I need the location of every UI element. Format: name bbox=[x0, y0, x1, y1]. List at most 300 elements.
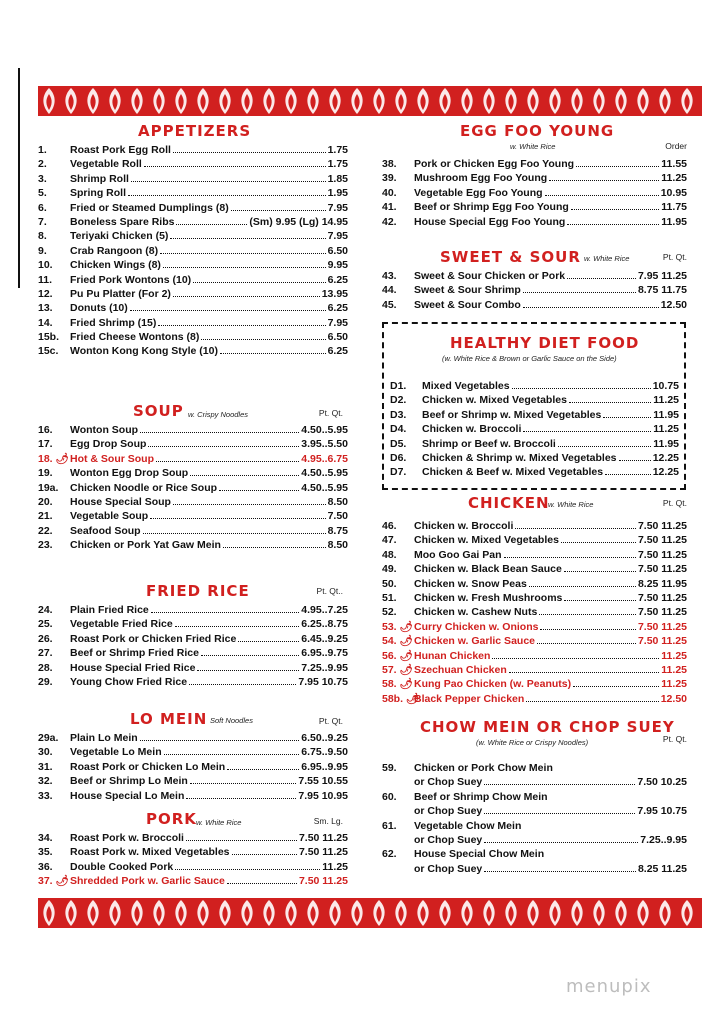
item-price: 1.75 bbox=[327, 158, 348, 171]
item-price: 11.55 bbox=[661, 158, 687, 170]
menu-item bbox=[38, 773, 348, 787]
dot-leader bbox=[151, 602, 300, 613]
item-price: 11.25 bbox=[322, 860, 348, 873]
item-price: 7.50 10.25 bbox=[637, 776, 687, 789]
item-price: 11.95 bbox=[653, 408, 679, 421]
menu-item bbox=[38, 508, 348, 522]
dot-leader bbox=[144, 156, 326, 167]
menu-item bbox=[38, 171, 348, 185]
dot-leader bbox=[232, 844, 297, 855]
item-price: 7.55 10.55 bbox=[298, 775, 348, 788]
menu-item bbox=[382, 803, 687, 817]
price-columns-label: Pt. Qt. bbox=[662, 252, 687, 262]
item-number: 14. bbox=[38, 316, 53, 329]
section-subtitle: (w. White Rice or Crispy Noodles) bbox=[476, 738, 589, 747]
dot-leader bbox=[190, 465, 299, 476]
item-number: 39. bbox=[382, 172, 397, 185]
price-columns-label: Pt. Qt. bbox=[318, 408, 343, 418]
menu-item bbox=[382, 170, 687, 184]
menu-item bbox=[382, 619, 687, 633]
menu-item bbox=[382, 832, 687, 846]
item-name: Mixed Vegetables bbox=[422, 380, 510, 392]
dot-leader bbox=[227, 759, 299, 770]
menu-item bbox=[382, 861, 687, 875]
dot-leader bbox=[509, 662, 660, 673]
menu-item bbox=[38, 759, 348, 773]
dot-leader bbox=[537, 633, 636, 644]
section-title: FRIED RICE bbox=[146, 582, 250, 600]
section-subtitle: w. White Rice bbox=[510, 142, 556, 151]
healthy-diet-header bbox=[382, 322, 687, 378]
item-number: 30. bbox=[38, 746, 53, 759]
item-number: 60. bbox=[382, 790, 397, 803]
item-name: Chicken w. Mixed Vegetables bbox=[414, 534, 559, 547]
item-number: 45. bbox=[382, 298, 397, 311]
chow-mein-header bbox=[382, 718, 687, 760]
menu-item bbox=[382, 604, 687, 618]
item-number: 57. 🌶 bbox=[382, 663, 413, 676]
pork-header bbox=[38, 810, 348, 830]
item-name: Chicken w. Fresh Mushrooms bbox=[414, 591, 563, 604]
dot-leader bbox=[130, 300, 326, 311]
section-subtitle: w. White Rice bbox=[584, 254, 630, 263]
item-name: Plain Fried Rice bbox=[70, 604, 149, 616]
item-number: 19. bbox=[38, 467, 53, 480]
menu-item bbox=[382, 662, 687, 676]
menu-item bbox=[382, 676, 687, 690]
menu-item bbox=[38, 744, 348, 758]
item-name: Young Chow Fried Rice bbox=[70, 675, 188, 688]
dot-leader bbox=[201, 645, 299, 656]
item-number: 41. bbox=[382, 201, 397, 214]
item-price: (Sm) 9.95 (Lg) 14.95 bbox=[249, 215, 348, 228]
item-price: 9.95 bbox=[327, 259, 348, 272]
dot-leader bbox=[227, 873, 297, 884]
section-title: EGG FOO YOUNG bbox=[460, 122, 615, 140]
menu-item bbox=[382, 648, 687, 662]
appetizers-list bbox=[38, 142, 348, 358]
item-number: 3. bbox=[38, 172, 47, 185]
section-title: APPETIZERS bbox=[138, 122, 252, 140]
menu-item bbox=[38, 523, 348, 537]
dot-leader bbox=[564, 590, 636, 601]
item-price: 6.75..9.50 bbox=[301, 746, 348, 759]
item-price: 7.50 11.25 bbox=[637, 534, 687, 547]
sweet-sour-header bbox=[382, 248, 687, 268]
item-price: 7.50 11.25 bbox=[298, 832, 348, 844]
dot-leader bbox=[148, 436, 299, 447]
dot-leader bbox=[164, 744, 300, 755]
item-name: Vegetable Soup bbox=[70, 510, 149, 523]
item-number: 6. bbox=[38, 201, 47, 214]
dot-leader bbox=[571, 199, 660, 210]
item-name: or Chop Suey bbox=[414, 833, 483, 846]
item-number: 22. bbox=[38, 524, 53, 537]
item-price: 4.50..5.95 bbox=[301, 481, 348, 494]
item-number: 21. bbox=[38, 510, 53, 523]
dot-leader bbox=[238, 631, 299, 642]
item-name: or Chop Suey bbox=[414, 862, 483, 875]
fried-rice-list bbox=[38, 602, 348, 688]
dot-leader bbox=[170, 228, 325, 239]
dot-leader bbox=[529, 576, 636, 587]
menu-item bbox=[38, 844, 348, 858]
item-number: 18. 🌶 bbox=[38, 452, 69, 465]
menu-item bbox=[382, 590, 687, 604]
item-name: Roast Pork w. Mixed Vegetables bbox=[70, 846, 230, 859]
item-name: Curry Chicken w. Onions bbox=[414, 620, 539, 633]
item-name: House Special Soup bbox=[70, 495, 171, 508]
item-number: 11. bbox=[38, 273, 53, 286]
dot-leader bbox=[173, 142, 326, 153]
item-name: Donuts (10) bbox=[70, 302, 128, 315]
item-name: Sweet & Sour Chicken or Pork bbox=[414, 270, 566, 282]
item-number: D2. bbox=[390, 394, 407, 407]
item-name: Chicken w. Cashew Nuts bbox=[414, 606, 538, 619]
dot-leader bbox=[567, 214, 659, 225]
right-menu-column bbox=[382, 122, 687, 878]
dot-leader bbox=[545, 185, 659, 196]
chicken-header bbox=[382, 494, 687, 518]
item-number: 9. bbox=[38, 244, 47, 257]
item-price: 7.50 11.25 bbox=[637, 606, 687, 619]
item-name: Mushroom Egg Foo Young bbox=[414, 172, 548, 185]
item-name: Chicken & Beef w. Mixed Vegetables bbox=[422, 466, 604, 479]
item-name: Fried Shrimp (15) bbox=[70, 316, 157, 329]
item-price: 6.95..9.95 bbox=[301, 760, 348, 773]
dot-leader bbox=[539, 604, 636, 615]
item-number: 33. bbox=[38, 789, 53, 802]
item-price: 7.95 11.25 bbox=[637, 270, 687, 282]
dot-leader bbox=[540, 619, 635, 630]
item-number: 25. bbox=[38, 618, 53, 631]
item-price: 11.75 bbox=[661, 201, 687, 214]
item-number: 15b. bbox=[38, 331, 60, 344]
appetizers-header bbox=[38, 122, 348, 142]
menu-item bbox=[38, 645, 348, 659]
dot-leader bbox=[567, 268, 636, 279]
dot-leader bbox=[231, 200, 326, 211]
item-price: 6.25..8.75 bbox=[301, 618, 348, 631]
dot-leader bbox=[515, 518, 636, 529]
item-number: 43. bbox=[382, 270, 397, 282]
section-subtitle: w. White Rice bbox=[548, 500, 594, 509]
item-price: 7.25..9.95 bbox=[640, 833, 687, 846]
item-price: 6.25 bbox=[327, 345, 348, 358]
menu-item bbox=[38, 788, 348, 802]
item-name: Wonton Kong Kong Style (10) bbox=[70, 345, 218, 358]
section-subtitle: Soft Noodles bbox=[210, 716, 253, 725]
flame-pattern-icon bbox=[38, 86, 702, 116]
item-price: 12.50 bbox=[660, 298, 687, 311]
menu-item bbox=[382, 214, 687, 228]
item-price: 1.85 bbox=[327, 172, 348, 185]
item-name: Roast Pork Egg Roll bbox=[70, 144, 171, 156]
menu-item bbox=[38, 873, 348, 887]
item-price: 10.95 bbox=[660, 186, 687, 199]
item-number: 20. bbox=[38, 495, 53, 508]
item-name: House Special Egg Foo Young bbox=[414, 215, 566, 228]
item-price: 7.50 11.25 bbox=[637, 620, 687, 633]
item-name: Chicken & Shrimp w. Mixed Vegetables bbox=[422, 451, 617, 464]
section-title: SWEET & SOUR bbox=[440, 248, 581, 266]
price-columns-label: Sm. Lg. bbox=[313, 816, 343, 826]
menu-item bbox=[38, 494, 348, 508]
item-price: 11.25 bbox=[661, 172, 687, 185]
menu-item bbox=[382, 185, 687, 199]
item-name: or Chop Suey bbox=[414, 776, 483, 789]
menu-item bbox=[38, 660, 348, 674]
section-title: PORK bbox=[146, 810, 197, 828]
dot-leader bbox=[504, 547, 636, 558]
item-price: 7.95 10.75 bbox=[637, 805, 687, 818]
item-price: 12.25 bbox=[652, 466, 679, 479]
item-name: Roast Pork or Chicken Lo Mein bbox=[70, 760, 226, 773]
dot-leader bbox=[128, 185, 326, 196]
dot-leader bbox=[484, 861, 636, 872]
menu-item bbox=[38, 300, 348, 314]
item-name: Boneless Spare Ribs bbox=[70, 215, 175, 228]
item-number: 58b. 🌶 bbox=[382, 692, 420, 705]
item-number: 32. bbox=[38, 775, 53, 788]
menu-item bbox=[38, 730, 348, 744]
item-name: Fried Pork Wontons (10) bbox=[70, 273, 192, 286]
item-name: Egg Drop Soup bbox=[70, 438, 147, 451]
price-columns-label: Pt. Qt. bbox=[318, 716, 343, 726]
dot-leader bbox=[186, 830, 297, 841]
item-number: 8. bbox=[38, 230, 47, 243]
dot-leader bbox=[561, 532, 636, 543]
dot-leader bbox=[160, 243, 325, 254]
pork-section bbox=[38, 810, 348, 890]
menu-item bbox=[38, 156, 348, 170]
item-price: 11.25 bbox=[661, 663, 687, 676]
item-name: Kung Pao Chicken (w. Peanuts) bbox=[414, 678, 572, 691]
sweet-sour-section bbox=[382, 248, 687, 314]
dot-leader bbox=[143, 523, 326, 534]
menu-item bbox=[38, 200, 348, 214]
item-name: Sweet & Sour Combo bbox=[414, 298, 521, 311]
item-number: 13. bbox=[38, 302, 53, 315]
item-price: 1.75 bbox=[327, 144, 348, 156]
item-price: 6.50 bbox=[327, 244, 348, 257]
item-price: 6.50 bbox=[327, 331, 348, 344]
item-number: 36. bbox=[38, 860, 53, 873]
item-price: 11.95 bbox=[661, 215, 687, 228]
menu-item bbox=[382, 199, 687, 213]
menu-item bbox=[382, 156, 687, 170]
decorative-border-bottom bbox=[38, 898, 702, 928]
item-price: 11.25 bbox=[653, 394, 679, 407]
dot-leader bbox=[193, 272, 325, 283]
lo-mein-header bbox=[38, 710, 348, 730]
fried-rice-section bbox=[38, 582, 348, 690]
dot-leader bbox=[190, 773, 297, 784]
item-number: 53. 🌶 bbox=[382, 620, 413, 633]
menu-item bbox=[38, 859, 348, 873]
soup-header bbox=[38, 402, 348, 422]
healthy-diet-section bbox=[382, 322, 687, 494]
item-number: 27. bbox=[38, 647, 53, 660]
item-number: 58. 🌶 bbox=[382, 678, 413, 691]
item-price: 10.75 bbox=[652, 380, 679, 392]
item-name: Spring Roll bbox=[70, 187, 126, 200]
item-name: Wonton Egg Drop Soup bbox=[70, 467, 189, 480]
item-number: 34. bbox=[38, 832, 53, 844]
item-number: 49. bbox=[382, 563, 397, 576]
dot-leader bbox=[484, 832, 638, 843]
item-price: 6.25 bbox=[327, 302, 348, 315]
menu-item bbox=[382, 547, 687, 561]
section-subtitle: w. Crispy Noodles bbox=[188, 410, 249, 419]
item-name: Beef or Shrimp w. Mixed Vegetables bbox=[422, 408, 602, 421]
menu-item bbox=[38, 142, 348, 156]
pork-list bbox=[38, 830, 348, 888]
menu-item bbox=[38, 436, 348, 450]
dot-leader bbox=[156, 451, 299, 462]
dot-leader bbox=[175, 859, 320, 870]
menu-item bbox=[382, 268, 687, 282]
item-price: 7.50 11.25 bbox=[637, 563, 687, 576]
dot-leader bbox=[484, 803, 635, 814]
dot-leader bbox=[131, 171, 326, 182]
dot-leader bbox=[197, 660, 299, 671]
item-name: Sweet & Sour Shrimp bbox=[414, 284, 521, 297]
menu-item bbox=[382, 561, 687, 575]
flame-pattern-icon bbox=[38, 898, 702, 928]
decorative-border-top bbox=[38, 86, 702, 116]
dot-leader bbox=[173, 494, 326, 505]
item-price: 4.95..7.25 bbox=[301, 604, 348, 616]
price-columns-label: Order bbox=[665, 141, 687, 151]
item-number: D5. bbox=[390, 437, 407, 450]
item-name: Beef or Shrimp Egg Foo Young bbox=[414, 201, 569, 214]
item-name: Roast Pork or Chicken Fried Rice bbox=[70, 632, 237, 645]
item-price: 7.50 11.25 bbox=[637, 548, 687, 561]
item-price: 6.50..9.25 bbox=[301, 732, 348, 744]
item-name: Black Pepper Chicken bbox=[414, 692, 525, 705]
egg-foo-young-section bbox=[382, 122, 687, 240]
dot-leader bbox=[189, 674, 296, 685]
left-menu-column bbox=[38, 122, 348, 890]
chicken-section bbox=[382, 494, 687, 706]
menu-item bbox=[38, 480, 348, 494]
item-name: Shrimp Roll bbox=[70, 172, 129, 185]
menu-item bbox=[38, 214, 348, 228]
dot-leader bbox=[223, 537, 326, 548]
egg-foo-young-header bbox=[382, 122, 687, 156]
lo-mein-list bbox=[38, 730, 348, 802]
menu-item bbox=[38, 185, 348, 199]
item-price: 8.25 11.25 bbox=[637, 862, 687, 875]
section-subtitle: (w. White Rice & Brown or Garlic Sauce on the Side) bbox=[442, 354, 617, 363]
item-number: 2. bbox=[38, 158, 47, 171]
item-price: 4.95..6.75 bbox=[301, 452, 348, 465]
chow-mein-list bbox=[382, 760, 687, 875]
section-title: CHOW MEIN OR CHOP SUEY bbox=[420, 718, 675, 736]
item-name: Chicken w. Garlic Sauce bbox=[414, 635, 535, 648]
section-title: HEALTHY DIET FOOD bbox=[450, 334, 640, 352]
item-number: D4. bbox=[390, 423, 407, 436]
lo-mein-section bbox=[38, 710, 348, 802]
item-number: 24. bbox=[38, 604, 53, 616]
chow-mein-section bbox=[382, 718, 687, 878]
menu-item bbox=[38, 631, 348, 645]
item-number: 62. bbox=[382, 848, 397, 861]
dot-leader bbox=[201, 329, 325, 340]
dot-leader bbox=[576, 156, 659, 167]
section-title: LO MEIN bbox=[130, 710, 208, 728]
item-number: 48. bbox=[382, 548, 397, 561]
item-price: 6.25 bbox=[327, 273, 348, 286]
item-name: Vegetable Lo Mein bbox=[70, 746, 162, 759]
item-price: 7.50 11.25 bbox=[637, 520, 687, 532]
item-number: 37. 🌶 bbox=[38, 875, 69, 888]
dot-leader bbox=[173, 286, 320, 297]
item-price: 12.25 bbox=[652, 451, 679, 464]
menu-item bbox=[38, 343, 348, 357]
item-number: 19a. bbox=[38, 481, 59, 494]
item-number: 1. bbox=[38, 144, 47, 156]
item-number: 26. bbox=[38, 632, 53, 645]
item-price: 6.95..9.75 bbox=[301, 647, 348, 660]
dot-leader bbox=[163, 257, 326, 268]
menu-item bbox=[38, 674, 348, 688]
item-number: 16. bbox=[38, 424, 53, 436]
item-name: House Special Fried Rice bbox=[70, 661, 196, 674]
menu-item bbox=[382, 576, 687, 590]
item-name: Vegetable Chow Mein bbox=[414, 819, 522, 832]
menu-item bbox=[38, 329, 348, 343]
item-price: 7.95 bbox=[327, 316, 348, 329]
menu-item bbox=[382, 633, 687, 647]
item-price: 8.75 bbox=[327, 524, 348, 537]
menu-item bbox=[382, 818, 687, 832]
item-name: or Chop Suey bbox=[414, 805, 483, 818]
dot-leader bbox=[523, 282, 636, 293]
item-name: House Special Lo Mein bbox=[70, 789, 185, 802]
menu-item bbox=[38, 272, 348, 286]
menu-item bbox=[38, 315, 348, 329]
item-price: 7.50 11.25 bbox=[298, 846, 348, 859]
item-price: 7.50 11.25 bbox=[298, 875, 348, 888]
dot-leader bbox=[158, 315, 325, 326]
item-number: 44. bbox=[382, 284, 397, 297]
soup-list bbox=[38, 422, 348, 552]
dot-leader bbox=[140, 422, 299, 433]
item-name: Chicken or Pork Chow Mein bbox=[414, 762, 553, 774]
appetizers-section bbox=[38, 122, 348, 368]
item-number: D1. bbox=[390, 380, 407, 392]
item-price: 4.50..5.95 bbox=[301, 424, 348, 436]
section-title: SOUP bbox=[133, 402, 184, 420]
item-number: 46. bbox=[382, 520, 397, 532]
item-name: Szechuan Chicken bbox=[414, 663, 507, 676]
price-columns-label: Pt. Qt. bbox=[662, 734, 687, 744]
dot-leader bbox=[150, 508, 325, 519]
item-name: Chicken w. Broccoli bbox=[422, 423, 522, 436]
dot-leader bbox=[484, 774, 635, 785]
item-name: Chicken w. Snow Peas bbox=[414, 577, 527, 590]
item-price: 11.25 bbox=[661, 649, 687, 662]
fried-rice-header bbox=[38, 582, 348, 602]
item-number: 38. bbox=[382, 158, 397, 170]
item-price: 7.50 11.25 bbox=[637, 635, 687, 648]
item-name: Fried or Steamed Dumplings (8) bbox=[70, 201, 229, 214]
dot-leader bbox=[573, 676, 659, 687]
item-number: 40. bbox=[382, 186, 397, 199]
item-name: Pork or Chicken Egg Foo Young bbox=[414, 158, 575, 170]
